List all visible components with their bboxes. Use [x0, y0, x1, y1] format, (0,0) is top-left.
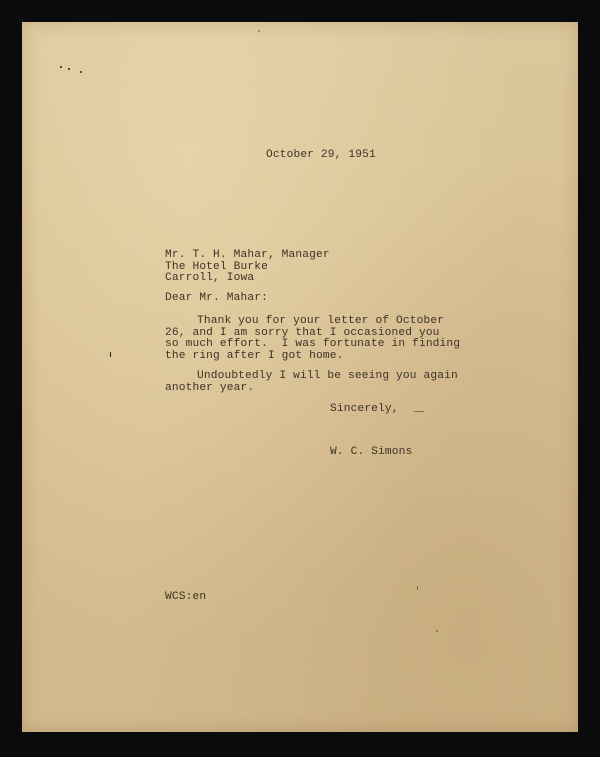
signature-name: W. C. Simons [330, 446, 413, 458]
paper-speck [110, 352, 111, 357]
paper-speck [68, 68, 70, 70]
body-paragraph-1-line-1: Thank you for your letter of October [197, 315, 445, 327]
reference-initials: WCS:en [165, 591, 207, 603]
paper-speck [417, 586, 418, 590]
paper-speck [60, 66, 62, 68]
paper-speck [436, 630, 438, 632]
paper-speck [80, 71, 82, 73]
recipient-hotel-line: The Hotel Burke [165, 261, 268, 273]
body-paragraph-1-line-2: 26, and I am sorry that I occasioned you [165, 327, 440, 339]
closing: Sincerely, [330, 403, 399, 415]
recipient-name-line: Mr. T. H. Mahar, Manager [165, 249, 330, 261]
body-paragraph-2-line-1: Undoubtedly I will be seeing you again [197, 370, 458, 382]
body-paragraph-1-line-4: the ring after I got home. [165, 350, 344, 362]
letter-date: October 29, 1951 [266, 149, 376, 161]
salutation: Dear Mr. Mahar: [165, 292, 268, 304]
paper-speck [414, 411, 424, 412]
letter-page [22, 22, 578, 732]
recipient-city-line: Carroll, Iowa [165, 272, 255, 284]
paper-speck [258, 30, 260, 32]
body-paragraph-1-line-3: so much effort. I was fortunate in finding [165, 338, 461, 350]
body-paragraph-2-line-2: another year. [165, 382, 255, 394]
